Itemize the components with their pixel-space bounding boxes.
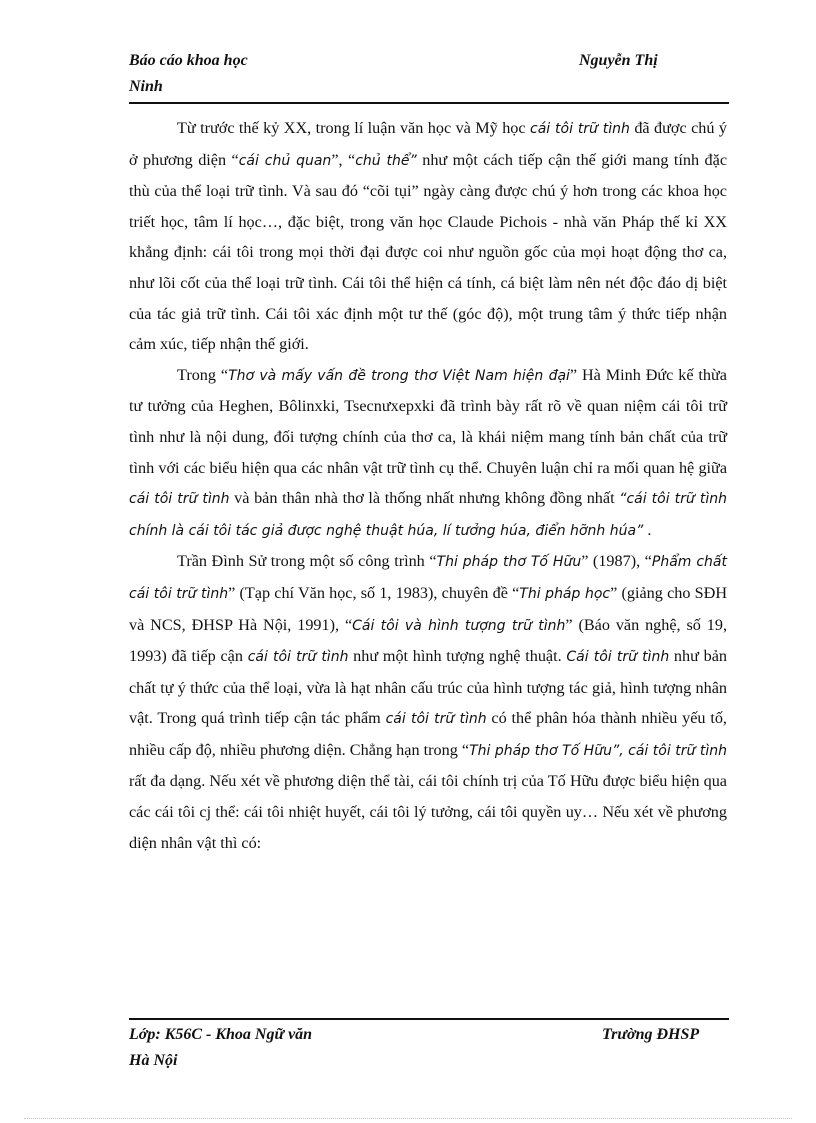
text-run: như một hình tượng nghệ thuật. bbox=[348, 647, 567, 666]
italic-phrase: cái tôi trữ tình bbox=[530, 121, 630, 137]
italic-phrase: Cái tôi trữ tình bbox=[566, 649, 670, 666]
text-run: Trần Đình Sử trong một số công trình “ bbox=[177, 552, 437, 571]
italic-phrase: Thơ và mấy vấn đề trong thơ Việt Nam hiện đại bbox=[228, 367, 570, 384]
italic-phrase: Cái tôi và hình tượng trữ tình bbox=[352, 617, 566, 634]
text-run: ” Hà Minh Đức kế thừa tư tưởng của Heghen, Bôlinxki, Tsecnưxepxki đã trình bày rất rõ về quan niệm cái tôi trữ tình như là nội dung, đối tượng chính của thơ ca, là khái niệm mang tính bản chất của trữ tình với các biểu hiện qua các nhân vật trữ tình cụ thể. Chuyên luận chỉ ra mối quan hệ giữa bbox=[129, 365, 727, 477]
header-title: Báo cáo khoa học bbox=[129, 52, 248, 69]
document-body bbox=[129, 113, 727, 858]
italic-phrase: cái tôi trữ tình bbox=[385, 711, 487, 728]
italic-phrase: cái tôi trữ tình bbox=[247, 649, 349, 666]
page-bottom-border bbox=[24, 1118, 792, 1119]
text-run: và bản thân nhà thơ là thống nhất nhưng không đồng nhất bbox=[229, 489, 620, 508]
paragraph bbox=[129, 113, 727, 360]
italic-phrase: “cái tôi trữ tình chính là cái tôi tác giả được nghệ thuật húa, lí tưởng húa, điển hỡnh húa” bbox=[129, 491, 727, 539]
text-run: ” (1987), “ bbox=[581, 552, 652, 571]
italic-phrase: Thi pháp thơ Tố Hữu”, cái tôi trữ tình bbox=[469, 742, 727, 759]
italic-phrase: Phẩm chất cái tôi trữ tình bbox=[129, 554, 727, 602]
text-run: . bbox=[643, 520, 652, 539]
footer-class-continued: Hà Nội bbox=[129, 1052, 178, 1069]
text-run: có thể phân hóa thành nhiều yếu tố, nhiều cấp độ, nhiều phương diện. Chẳng hạn trong “ bbox=[129, 709, 727, 759]
italic-phrase: Thi pháp thơ Tố Hữu bbox=[436, 554, 582, 571]
italic-phrase: cái tôi trữ tình bbox=[129, 491, 230, 508]
text-run: ” (giảng cho SĐH và NCS, ĐHSP Hà Nội, 1991), “ bbox=[129, 583, 728, 634]
header-title-continued: Ninh bbox=[129, 78, 163, 95]
italic-phrase: Thi pháp học bbox=[519, 585, 611, 602]
text-run: đã được chú ý ở phương diện “ bbox=[129, 119, 728, 169]
text-run: Trong “ bbox=[177, 365, 229, 384]
text-run: rất đa dạng. Nếu xét về phương diện thể tài, cái tôi chính trị của Tố Hữu được biểu hiện qua các cái tôi cj thể: cái tôi nhiệt huyết, cái tôi lý tưởng, cái tôi quyền uy… Nếu xét về phương diện nhân vật thì có: bbox=[129, 772, 727, 852]
text-run: ” (Báo văn nghệ, số 19, 1993) đã tiếp cận bbox=[129, 615, 727, 666]
footer-school: Trường ĐHSP bbox=[602, 1026, 700, 1043]
text-run: Từ trước thế kỷ XX, trong lí luận văn học và Mỹ học bbox=[177, 119, 531, 137]
italic-phrase: chủ thể” bbox=[355, 152, 417, 169]
text-run: ” (Tạp chí Văn học, số 1, 1983), chuyên đề “ bbox=[228, 583, 520, 602]
footer-rule bbox=[129, 1018, 729, 1020]
footer-class: Lớp: K56C - Khoa Ngữ văn bbox=[129, 1026, 313, 1043]
paragraph bbox=[129, 360, 727, 547]
text-run: ”, “ bbox=[331, 150, 356, 169]
header-rule bbox=[129, 102, 729, 104]
text-run: như bản chất tự ý thức của thể loại, vừa là hạt nhân cấu trúc của hình tượng tác giả, hình tượng nhân vật. Trong quá trình tiếp cận tác phẩm bbox=[129, 647, 727, 728]
text-run: như một cách tiếp cận thế giới mang tính đặc thù của thể loại trữ tình. Và sau đó “cõi tụi” ngày càng được chú ý hơn trong các khoa học triết học, tâm lí học…, đặc biệt, trong văn học Claude Pichois - nhà văn Pháp thế kỉ XX khẳng định: cái tôi trong mọi thời đại được coi như nguồn gốc của mọi hoạt động thơ ca, như lõi cốt của thể loại trữ tình. Cái tôi thể hiện cá tính, cá biệt làm nên nét độc đáo dị biệt của tác giả trữ tình. Cái tôi xác định một tư thế (góc độ), một trung tâm ý thức tiếp nhận cảm xúc, tiếp nhận thế giới. bbox=[129, 150, 727, 354]
paragraph bbox=[129, 546, 727, 858]
italic-phrase: cái chủ quan bbox=[238, 152, 332, 169]
header-author: Nguyễn Thị bbox=[579, 52, 658, 69]
